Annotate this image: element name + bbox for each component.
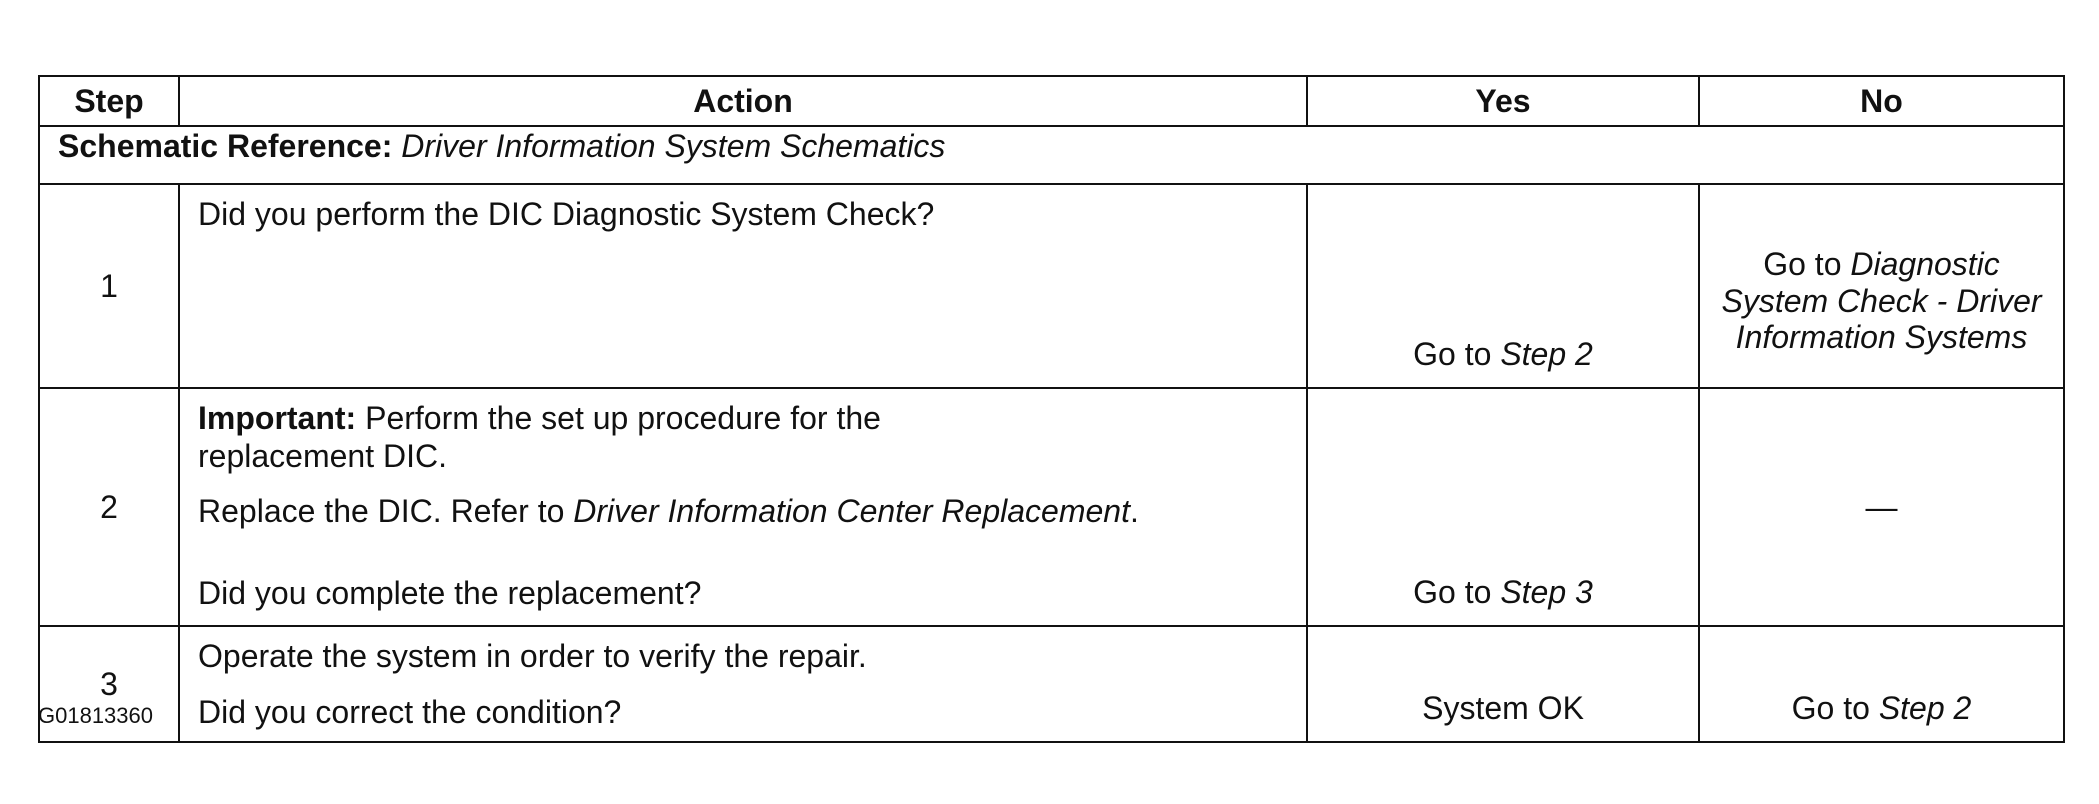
important-text: Perform the set up procedure for the xyxy=(365,400,881,436)
yes-text: System OK xyxy=(1422,689,1584,726)
header-yes: Yes xyxy=(1307,76,1699,126)
step-number: 1 xyxy=(39,184,179,388)
yes-cell xyxy=(1307,388,1699,626)
no-prefix: Go to xyxy=(1763,245,1842,282)
header-step: Step xyxy=(39,76,179,126)
replace-end: . xyxy=(1129,492,1139,529)
schematic-reference-label: Schematic Reference: xyxy=(58,128,393,164)
replace-link[interactable]: Driver Information Center Replacement xyxy=(573,492,1130,529)
yes-prefix: Go to xyxy=(1413,335,1492,372)
header-row xyxy=(39,76,2064,126)
no-link-part-1[interactable]: Diagnostic xyxy=(1850,245,2000,282)
yes-cell xyxy=(1307,626,1699,742)
no-cell xyxy=(1699,388,2064,626)
figure-id: G01813360 xyxy=(38,703,153,728)
no-link[interactable]: Step 2 xyxy=(1878,689,1972,726)
schematic-reference-row xyxy=(39,126,2064,184)
important-label: Important: xyxy=(198,400,357,436)
no-prefix: Go to xyxy=(1791,689,1870,726)
replace-instruction xyxy=(198,492,1288,530)
action-cell xyxy=(179,388,1307,626)
no-dash: — xyxy=(1865,488,1898,525)
important-text-2: replacement DIC. xyxy=(198,438,447,475)
schematic-reference-link[interactable]: Driver Information System Schematics xyxy=(401,128,946,164)
diagnostic-table xyxy=(38,75,2065,743)
yes-cell xyxy=(1307,184,1699,388)
action-question: Did you correct the condition? xyxy=(198,694,622,731)
no-cell xyxy=(1699,626,2064,742)
yes-link[interactable]: Step 2 xyxy=(1500,335,1593,372)
no-cell xyxy=(1699,184,2064,388)
action-question: Did you complete the replacement? xyxy=(198,575,702,612)
table-row xyxy=(39,388,2064,626)
header-action: Action xyxy=(179,76,1307,126)
action-instruction: Operate the system in order to verify the repair. xyxy=(198,638,867,674)
action-cell xyxy=(179,626,1307,742)
action-cell xyxy=(179,184,1307,388)
action-question: Did you perform the DIC Diagnostic System Check? xyxy=(198,196,935,232)
no-line-1 xyxy=(1710,246,2053,283)
no-link-part-2[interactable]: System Check - Driver xyxy=(1721,282,2042,319)
yes-prefix: Go to xyxy=(1413,573,1492,610)
yes-link[interactable]: Step 3 xyxy=(1500,573,1593,610)
replace-text: Replace the DIC. Refer to xyxy=(198,492,565,529)
step-number: 3 xyxy=(39,626,179,742)
table-row xyxy=(39,626,2064,742)
important-note xyxy=(198,399,1288,476)
table-row xyxy=(39,184,2064,388)
no-link-part-3[interactable]: Information Systems xyxy=(1735,319,2028,356)
schematic-reference xyxy=(39,126,2064,184)
header-no: No xyxy=(1699,76,2064,126)
step-number: 2 xyxy=(39,388,179,626)
